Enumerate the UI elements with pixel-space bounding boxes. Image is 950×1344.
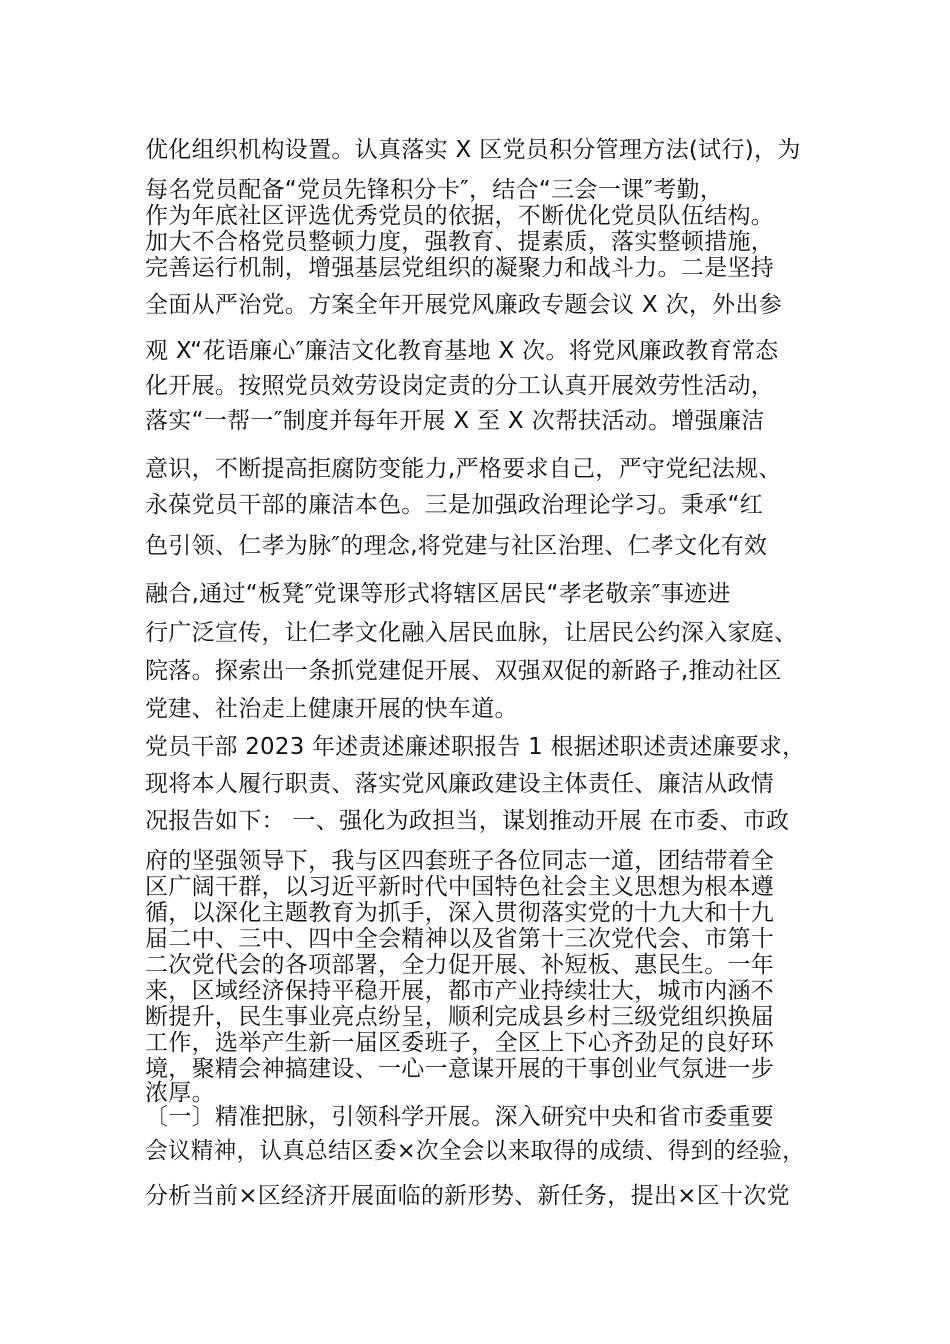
- text-line: 分析当前×区经济开展面临的新形势、新任务，提出×区十次党: [145, 1183, 790, 1209]
- text-line: 观 X“花语廉心″廉洁文化教育基地 X 次。将党风廉政教育常态: [145, 338, 779, 364]
- text-line: 全面从严治党。方案全年开展党风廉政专题会议 X 次，外出参: [145, 292, 783, 318]
- text-line: 色引领、仁孝为脉″的理念,将党建与社区治理、仁孝文化有效: [145, 533, 768, 559]
- text-line: 化开展。按照党员效劳设岗定责的分工认真开展效劳性活动，: [145, 373, 775, 399]
- text-line: 〔一〕精准把脉，引领科学开展。深入研究中央和省市委重要: [145, 1104, 775, 1130]
- text-line: 届二中、三中、四中全会精神以及省第十三次党代会、市第十: [145, 926, 775, 952]
- text-line: 优化组织机构设置。认真落实 X 区党员积分管理方法(试行)，为: [145, 137, 801, 163]
- text-line: 作为年底社区评选优秀党员的依据，不断优化党员队伍结构。: [145, 203, 775, 229]
- text-line: 完善运行机制，增强基层党组织的凝聚力和战斗力。二是坚持: [145, 255, 775, 281]
- text-line: 永葆党员干部的廉洁本色。三是加强政治理论学习。秉承“红: [145, 492, 764, 518]
- text-line: 浓厚。: [145, 1080, 215, 1106]
- text-line: 加大不合格党员整顿力度，强教育、提素质，落实整顿措施，: [145, 229, 775, 255]
- text-line: 循，以深化主题教育为抓手，深入贯彻落实党的十九大和十九: [145, 900, 775, 926]
- text-line: 每名党员配备“党员先锋积分卡″，结合“三会一课″考勤，: [145, 177, 724, 203]
- text-line: 来，区域经济保持平稳开展，都市产业持续壮大，城市内涵不: [145, 978, 775, 1004]
- text-line: 落实“一帮一″制度并每年开展 X 至 X 次帮扶活动。增强廉洁: [145, 408, 765, 434]
- text-line: 二次党代会的各项部署，全力促开展、补短板、惠民生。一年: [145, 952, 775, 978]
- text-line: 境，聚精会神搞建设、一心一意谋开展的干事创业气氛进一步: [145, 1056, 775, 1082]
- text-line: 会议精神，认真总结区委×次全会以来取得的成绩、得到的经验，: [145, 1138, 805, 1164]
- text-line: 党建、社治走上健康开展的快车道。: [145, 696, 518, 722]
- text-line: 现将本人履行职责、落实党风廉政建设主体责任、廉洁从政情: [145, 771, 775, 797]
- text-line: 院落。探索出一条抓党建促开展、双强双促的新路子,推动社区: [145, 658, 782, 684]
- text-line: 工作，选举产生新一届区委班子，全区上下心齐劲足的良好环: [145, 1030, 775, 1056]
- text-line: 断提升，民生事业亮点纷呈，顺利完成县乡村三级党组织换届: [145, 1004, 775, 1030]
- text-line: 况报告如下： 一、强化为政担当，谋划推动开展 在市委、市政: [145, 808, 790, 834]
- section-heading-line: 党员干部 2023 年述责述廉述职报告 1 根据述职述责述廉要求，: [145, 734, 806, 760]
- text-line: 意识，不断提高拒腐防变能力,严格要求自己，严守党纪法规、: [145, 456, 782, 482]
- text-line: 融合,通过“板凳″党课等形式将辖区居民“孝老敬亲″事迹进: [145, 581, 731, 607]
- text-line: 行广泛宣传，让仁孝文化融入居民血脉，让居民公约深入家庭、: [145, 620, 798, 646]
- text-line: 府的坚强领导下，我与区四套班子各位同志一道，团结带着全: [145, 848, 775, 874]
- text-line: 区广阔干群，以习近平新时代中国特色社会主义思想为根本遵: [145, 874, 775, 900]
